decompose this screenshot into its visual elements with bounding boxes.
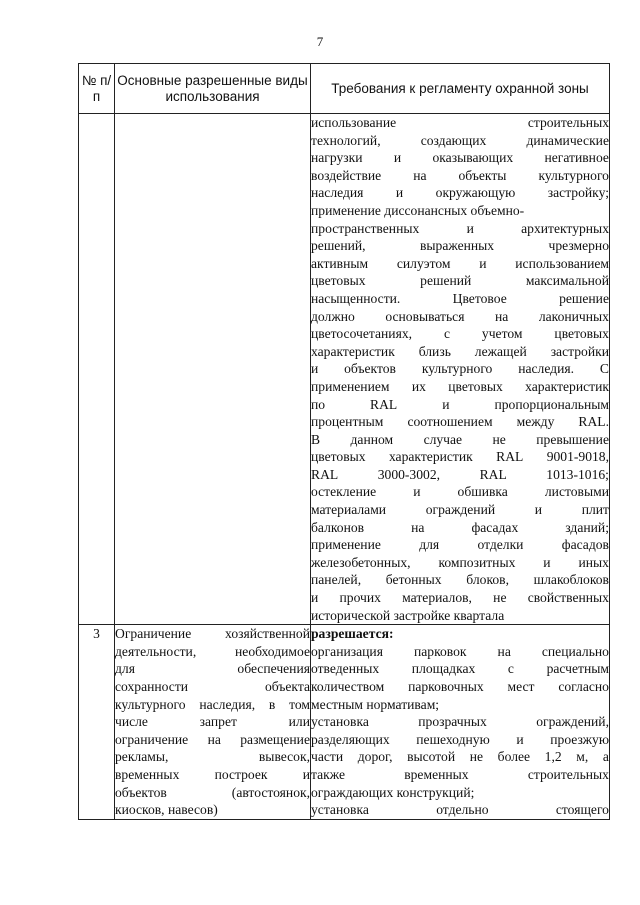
text-line: временных построек и bbox=[115, 766, 310, 782]
row-number bbox=[79, 114, 115, 625]
row-requirements bbox=[311, 625, 610, 820]
text-line: В данном случае не превышение bbox=[311, 431, 609, 447]
text-line: воздействие на объекты культурного bbox=[311, 167, 609, 183]
text-line: местным нормативам; bbox=[311, 696, 440, 712]
page-number: 7 bbox=[316, 34, 324, 49]
text-line: разделяющих пешеходную и проезжую bbox=[311, 731, 609, 747]
text-line: ограждающих конструкций; bbox=[311, 784, 475, 800]
row-uses bbox=[115, 625, 311, 820]
text-line: панелей, бетонных блоков, шлакоблоков bbox=[311, 572, 609, 588]
text-line: характеристик близь лежащей застройки bbox=[311, 343, 609, 359]
text-line: части дорог, высотой не более 1,2 м, а bbox=[311, 749, 609, 765]
text-line: количеством парковочных мест согласно bbox=[311, 679, 609, 694]
text-line: и объектов культурного наследия. С bbox=[311, 361, 609, 377]
row-number: 3 bbox=[79, 625, 115, 820]
header-uses: Основные разрешенные виды использования bbox=[115, 64, 311, 114]
text-line: исторической застройке квартала bbox=[311, 607, 505, 623]
text-line: процентным соотношением между RAL. bbox=[311, 414, 609, 430]
text-line: должно основываться на лаконичных bbox=[311, 308, 609, 324]
text-line: культурного наследия, в том bbox=[115, 696, 310, 712]
text-line: также временных строительных bbox=[311, 766, 609, 782]
table-header-row bbox=[79, 64, 610, 114]
text-line: установка отдельно стоящего bbox=[311, 802, 609, 818]
text-line: отведенных площадках с расчетным bbox=[311, 661, 609, 677]
text-line: сохранности объекта bbox=[115, 679, 310, 694]
row-uses bbox=[115, 114, 311, 625]
text-line: применение диссонансных объемно- bbox=[311, 202, 525, 218]
text-line: насыщенности. Цветовое решение bbox=[311, 290, 609, 306]
text-line: балконов на фасадах зданий; bbox=[311, 519, 609, 535]
text-line: нагрузки и оказывающих негативное bbox=[311, 150, 609, 166]
header-requirements: Требования к регламенту охранной зоны bbox=[311, 64, 610, 114]
text-line: RAL 3000-3002, RAL 1013-1016; bbox=[311, 466, 609, 482]
text-line: деятельности, необходимое bbox=[115, 643, 310, 659]
text-line: наследия и окружающую застройку; bbox=[311, 185, 609, 201]
text-line: цветовых решений максимальной bbox=[311, 273, 609, 289]
text-line: материалами ограждений и плит bbox=[311, 502, 609, 518]
text-line: установка прозрачных ограждений, bbox=[311, 714, 609, 730]
text-line: активным силуэтом и использованием bbox=[311, 255, 609, 271]
text-line: остекление и обшивка листовыми bbox=[311, 484, 609, 500]
text-line: объектов (автостоянок, bbox=[115, 784, 310, 800]
text-line: числе запрет или bbox=[115, 714, 310, 730]
protection-zone-table bbox=[78, 63, 610, 820]
text-line: решений, выраженных чрезмерно bbox=[311, 238, 609, 254]
text-line: и прочих материалов, не свойственных bbox=[311, 590, 609, 606]
text-line: пространственных и архитектурных bbox=[311, 220, 609, 236]
text-line: использование строительных bbox=[311, 115, 609, 130]
table-row bbox=[79, 114, 610, 625]
text-line: цветовых характеристик RAL 9001-9018, bbox=[311, 449, 609, 465]
text-line: применением их цветовых характеристик bbox=[311, 378, 609, 394]
text-line: киосков, навесов) bbox=[115, 802, 218, 818]
text-line: ограничение на размещение bbox=[115, 731, 310, 747]
text-line: железобетонных, композитных и иных bbox=[311, 554, 609, 570]
table-row bbox=[79, 625, 610, 820]
text-line: рекламы, вывесок, bbox=[115, 749, 310, 765]
header-number: № п/п bbox=[79, 64, 115, 114]
text-line: цветосочетаниях, с учетом цветовых bbox=[311, 326, 609, 342]
text-line: применение для отделки фасадов bbox=[311, 537, 609, 553]
text-line: для обеспечения bbox=[115, 661, 310, 677]
requirements-heading: разрешается: bbox=[311, 626, 394, 642]
text-line: по RAL и пропорциональным bbox=[311, 396, 609, 412]
text-line: технологий, создающих динамические bbox=[311, 132, 609, 148]
text-line: Ограничение хозяйственной bbox=[115, 626, 310, 642]
text-line: организация парковок на специально bbox=[311, 643, 609, 659]
row-requirements bbox=[311, 114, 610, 625]
